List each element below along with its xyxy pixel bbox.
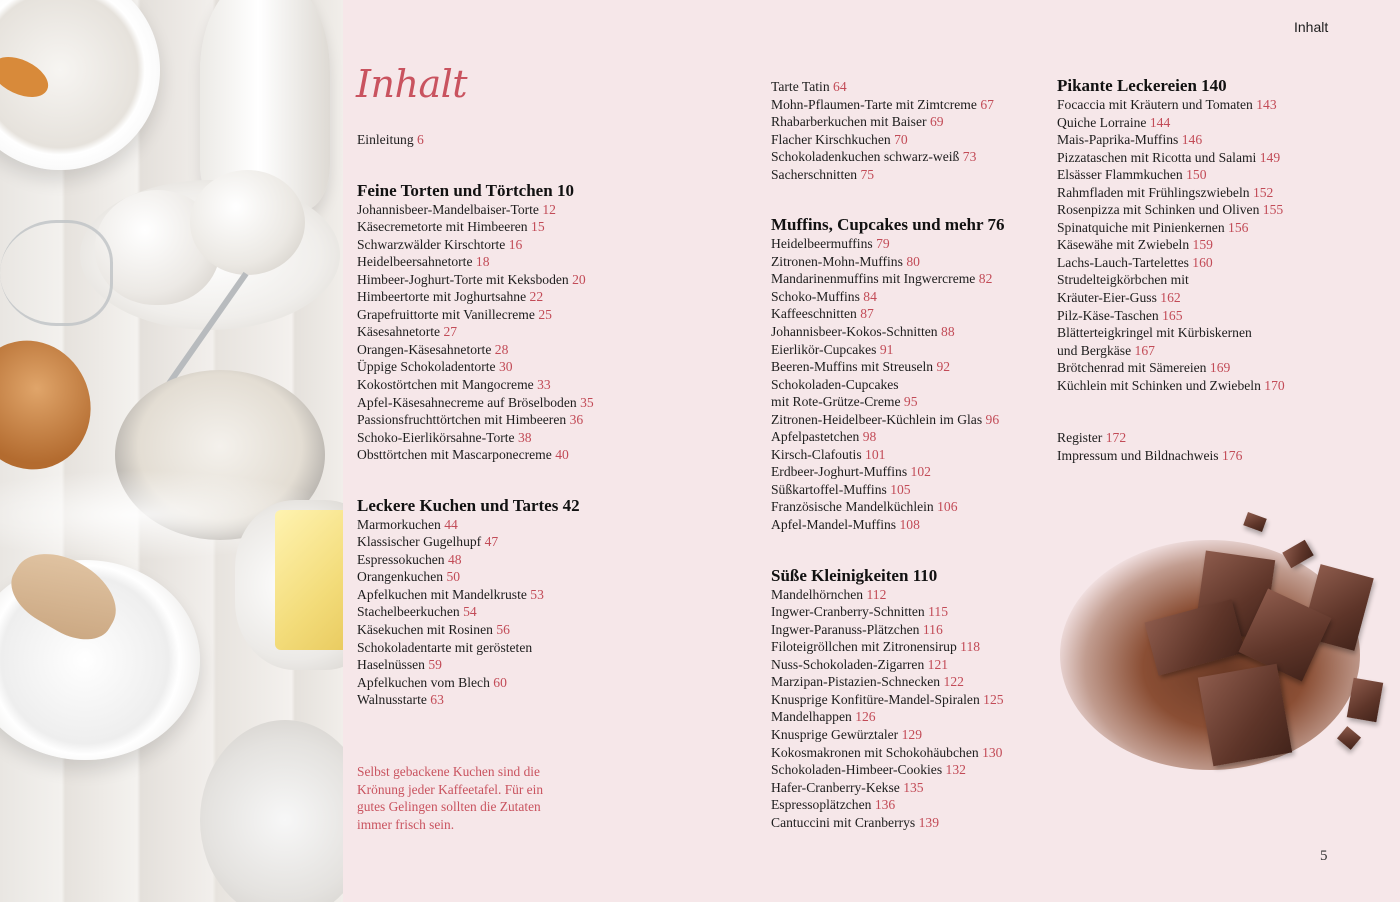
toc-entry-page: 96 [985,411,1000,427]
toc-entry-page: 121 [927,656,949,672]
toc-entry[interactable] [1057,289,1377,307]
toc-entry[interactable] [357,656,677,674]
toc-entry-label: Knusprige Konfitüre-Mandel-Spiralen [771,691,980,707]
toc-list-feine [357,201,677,464]
toc-entry-label: Marmorkuchen [357,516,441,532]
toc-entry-label: Register [1057,430,1103,446]
toc-entry-page: 30 [498,359,513,375]
toc-entry-label: Schokoladen-Himbeer-Cookies [771,762,943,778]
toc-entry[interactable] [771,744,1071,762]
toc-entry-page: 106 [937,499,958,515]
toc-entry[interactable] [771,376,1071,394]
toc-entry-einleitung[interactable]: Einleitung 6 [357,132,424,147]
toc-entry-page: 38 [518,429,532,445]
toc-entry-page: 40 [555,447,569,463]
toc-entry-label: mit Rote-Grütze-Creme [771,394,901,410]
toc-entry-label: Süßkartoffel-Muffins [771,481,887,497]
toc-entry-page: 80 [906,253,920,269]
toc-entry[interactable] [1057,219,1377,237]
toc-entry[interactable] [771,761,1071,779]
toc-entry-page: 87 [860,306,874,322]
toc-entry-page: 60 [493,674,507,690]
toc-entry-label: Apfel-Käsesahnecreme auf Bröselboden [357,394,577,410]
toc-entry-label: Rosenpizza mit Schinken und Oliven [1057,202,1260,218]
toc-entry[interactable] [357,446,677,464]
toc-entry[interactable] [1057,166,1377,184]
toc-entry-page: 146 [1181,132,1203,148]
toc-entry[interactable] [1057,342,1377,360]
toc-entry-label: Marzipan-Pistazien-Schnecken [771,674,941,690]
toc-list-pikante [1057,96,1377,394]
spacer [1057,394,1377,429]
toc-entry[interactable] [357,429,677,447]
toc-entry-page: 54 [463,604,477,620]
chocolate-piece [1198,664,1292,767]
section-heading-kuchen[interactable]: Leckere Kuchen und Tartes 42 [357,495,580,515]
toc-entry[interactable] [357,533,677,551]
toc-entry[interactable] [357,691,677,709]
toc-entry[interactable] [357,586,677,604]
toc-entry-label: Küchlein mit Schinken und Zwiebeln [1057,377,1261,393]
toc-entry-page: 139 [918,814,940,830]
toc-entry-label: Filoteigröllchen mit Zitronensirup [771,639,957,655]
toc-entry-page: 165 [1162,307,1183,323]
egg [190,170,305,275]
toc-entry[interactable] [357,358,677,376]
toc-entry-label: Beeren-Muffins mit Streuseln [771,359,934,375]
toc-entry-label: und Bergkäse [1057,342,1132,358]
toc-entry-page: 73 [962,149,977,165]
toc-entry[interactable] [771,463,1071,481]
toc-entry-page: 156 [1228,219,1249,235]
toc-entry-label: Haselnüssen [357,657,425,673]
empty-bowl [200,720,343,902]
toc-entry[interactable] [357,411,677,429]
toc-entry[interactable] [771,638,1071,656]
toc-entry-label: Kaffeeschnitten [771,306,857,322]
toc-entry-page: 36 [569,412,584,428]
toc-entry-page: 35 [580,394,594,410]
toc-entry-label: Mandelhappen [771,709,852,725]
toc-entry-label: Strudelteigkörbchen mit [1057,272,1189,288]
toc-entry-page: 130 [982,744,1003,760]
toc-entry-label: Blätterteigkringel mit Kürbiskernen [1057,325,1252,341]
toc-entry[interactable] [771,796,1071,814]
toc-entry-page: 118 [960,639,981,655]
toc-entry[interactable] [771,323,1071,341]
toc-entry[interactable] [771,305,1071,323]
toc-entry-label: Erdbeer-Joghurt-Muffins [771,464,908,480]
toc-entry[interactable] [357,306,677,324]
toc-entry-label: Ingwer-Cranberry-Schnitten [771,604,925,620]
toc-entry-page: 172 [1105,430,1127,446]
toc-entry[interactable] [771,358,1071,376]
toc-entry-page: 116 [922,621,943,637]
toc-entry-label: Ingwer-Paranuss-Plätzchen [771,621,920,637]
toc-entry-page: 112 [866,586,887,602]
toc-entry-page: 155 [1262,202,1284,218]
toc-entry-page: 48 [448,551,462,567]
toc-entry[interactable] [1057,201,1377,219]
toc-entry-page: 15 [531,219,545,235]
toc-entry[interactable] [1057,131,1377,149]
toc-entry-label: Klassischer Gugelhupf [357,534,482,550]
toc-entry[interactable] [771,270,1071,288]
toc-entry-label: Heidelbeersahnetorte [357,254,473,270]
toc-entry-label: Espressoplätzchen [771,797,872,813]
toc-entry[interactable] [771,166,1071,184]
toc-entry-page: 28 [494,341,509,357]
toc-entry-label: Lachs-Lauch-Tartelettes [1057,254,1189,270]
toc-entry-label: Käsekuchen mit Rosinen [357,622,493,638]
toc-entry-label: Johannisbeer-Kokos-Schnitten [771,324,938,340]
toc-entry[interactable] [357,201,677,219]
toc-list-kuchen-cont [771,78,1071,183]
toc-entry-label: Üppige Schokoladentorte [357,359,496,375]
baking-ingredients-photo [0,0,343,902]
toc-entry[interactable] [771,96,1071,114]
toc-entry-page: 152 [1252,184,1274,200]
toc-entry[interactable] [1057,324,1377,342]
toc-entry-label: Eierlikör-Cupcakes [771,341,877,357]
toc-entry[interactable] [357,376,677,394]
toc-entry[interactable] [1057,307,1377,325]
section-heading-suesse[interactable]: Süße Kleinigkeiten 110 [771,565,938,585]
toc-entry-label: Heidelbeermuffins [771,236,873,252]
toc-entry[interactable] [357,218,677,236]
toc-entry-label: Nuss-Schokoladen-Zigarren [771,656,925,672]
toc-list-appendix [1057,429,1377,464]
toc-entry-label: Johannisbeer-Mandelbaiser-Torte [357,201,539,217]
toc-entry-page: 18 [475,254,490,270]
toc-entry-label: Schokoladentarte mit gerösteten [357,639,533,655]
toc-entry-label: Rahmfladen mit Frühlingszwiebeln [1057,184,1250,200]
toc-entry[interactable] [771,691,1071,709]
toc-entry[interactable] [771,148,1071,166]
toc-entry-label: Zitronen-Mohn-Muffins [771,253,903,269]
toc-entry[interactable] [1057,114,1377,132]
toc-entry[interactable] [771,516,1071,534]
toc-entry[interactable] [771,78,1071,96]
toc-entry-page: 63 [430,692,444,708]
toc-entry-label: Mandarinenmuffins mit Ingwercreme [771,271,976,287]
toc-entry[interactable] [771,656,1071,674]
toc-list-muffins [771,235,1071,533]
toc-entry-label: Apfelpastetchen [771,429,860,445]
toc-entry-label: Apfelkuchen mit Mandelkruste [357,586,527,602]
toc-entry-label: Kokosmakronen mit Schokohäubchen [771,744,979,760]
toc-entry[interactable] [771,446,1071,464]
toc-entry[interactable] [771,341,1071,359]
toc-entry[interactable] [357,551,677,569]
toc-list-kuchen [357,516,677,709]
toc-entry-page: 169 [1209,360,1231,376]
toc-entry-page: 160 [1192,254,1213,270]
toc-entry-label: Himbeertorte mit Joghurtsahne [357,289,527,305]
toc-entry[interactable] [771,498,1071,516]
toc-entry-label: Tarte Tatin [771,79,830,94]
toc-entry-label: Orangen-Käsesahnetorte [357,341,492,357]
toc-entry[interactable] [357,603,677,621]
toc-entry-page: 25 [538,306,552,322]
toc-column-2 [771,78,1071,831]
toc-entry-page: 64 [833,79,847,94]
toc-entry-page: 67 [980,96,994,112]
toc-entry-page: 56 [496,622,510,638]
toc-entry[interactable] [771,779,1071,797]
toc-entry-label: Französische Mandelküchlein [771,499,934,515]
toc-entry-page: 22 [529,289,544,305]
toc-entry-label: Schoko-Muffins [771,288,860,304]
chocolate-piece [1347,678,1383,723]
toc-entry-label: Spinatquiche mit Pinienkernen [1057,219,1225,235]
toc-entry[interactable] [357,323,677,341]
toc-entry-page: 115 [928,604,949,620]
toc-entry[interactable] [771,708,1071,726]
toc-entry-page: 102 [910,464,931,480]
toc-entry-page: 101 [865,446,886,462]
toc-entry-page: 84 [863,288,877,304]
toc-column-3 [1057,76,1377,464]
toc-entry-label: Flacher Kirschkuchen [771,131,891,147]
toc-entry-page: 91 [879,341,894,357]
toc-entry-page: 108 [899,517,920,533]
toc-entry-label: Käsesahnetorte [357,324,441,340]
toc-entry-label: Brötchenrad mit Sämereien [1057,360,1207,376]
toc-entry[interactable] [771,253,1071,271]
toc-entry[interactable] [1057,429,1377,447]
toc-entry-label: Stachelbeerkuchen [357,604,460,620]
toc-entry[interactable] [357,621,677,639]
toc-entry-page: 135 [903,779,924,795]
toc-entry[interactable] [771,726,1071,744]
toc-entry-page: 143 [1256,97,1277,112]
toc-entry-page: 44 [444,516,458,532]
toc-entry[interactable] [771,621,1071,639]
toc-entry[interactable] [1057,96,1377,114]
toc-entry-label: Obsttörtchen mit Mascarponecreme [357,447,552,463]
toc-entry[interactable] [1057,447,1377,465]
toc-entry-label: Hafer-Cranberry-Kekse [771,779,900,795]
toc-entry-page: 33 [537,377,551,393]
toc-entry[interactable] [357,341,677,359]
toc-entry-label: Grapefruittorte mit Vanillecreme [357,306,535,322]
toc-entry-page: 70 [894,131,908,147]
toc-entry-page: 98 [862,429,877,445]
section-heading-muffins[interactable]: Muffins, Cupcakes und mehr 76 [771,215,1005,235]
intro-quote: Selbst gebackene Kuchen sind die Krönung jeder Kaffeetafel. Für ein gutes Gelingen sollten die Zutaten immer frisch sein. [357,764,544,832]
toc-entry[interactable] [771,393,1071,411]
butter [275,510,343,650]
toc-entry-label: Passionsfruchttörtchen mit Himbeeren [357,412,567,428]
toc-entry[interactable] [771,235,1071,253]
toc-entry-label: Käsecremetorte mit Himbeeren [357,219,528,235]
toc-entry[interactable] [357,253,677,271]
toc-entry-label: Mohn-Pflaumen-Tarte mit Zimtcreme [771,96,977,112]
toc-entry[interactable] [357,394,677,412]
toc-entry[interactable] [357,568,677,586]
toc-entry[interactable] [771,481,1071,499]
toc-entry-label: Schwarzwälder Kirschtorte [357,236,506,252]
toc-entry-page: 132 [945,762,966,778]
toc-entry[interactable] [771,113,1071,131]
toc-entry-page: 27 [443,324,458,340]
toc-entry-page: 144 [1149,114,1171,130]
toc-entry-page: 136 [874,797,896,813]
toc-entry-label: Pizzataschen mit Ricotta und Salami [1057,149,1257,165]
chocolate-piece [1243,512,1267,532]
toc-entry-label: Mais-Paprika-Muffins [1057,132,1179,148]
toc-entry-label: Elsässer Flammkuchen [1057,167,1183,183]
toc-entry-label: Impressum und Bildnachweis [1057,447,1219,463]
page-title: Inhalt [356,62,468,106]
chocolate-cocoa-photo [1040,500,1400,800]
toc-entry[interactable] [771,814,1071,832]
toc-entry-page: 82 [978,271,993,287]
toc-entry-label: Pilz-Käse-Taschen [1057,307,1159,323]
toc-entry-label: Käsewähe mit Zwiebeln [1057,237,1190,253]
toc-entry-page: 176 [1222,447,1243,463]
toc-entry[interactable] [357,674,677,692]
toc-entry-label: Kräuter-Eier-Guss [1057,290,1157,306]
toc-entry-page: 159 [1192,237,1213,253]
toc-entry-page: 53 [530,586,544,602]
toc-entry[interactable] [771,411,1071,429]
toc-entry[interactable] [1057,359,1377,377]
toc-entry-label: Himbeer-Joghurt-Torte mit Keksboden [357,271,569,287]
toc-entry-label: Apfelkuchen vom Blech [357,674,490,690]
toc-entry-label: Espressokuchen [357,551,445,567]
toc-entry[interactable] [771,586,1071,604]
toc-column-1 [357,131,677,709]
toc-entry-page: 170 [1264,377,1285,393]
toc-entry-label: Focaccia mit Kräutern und Tomaten [1057,97,1253,112]
toc-list-suesse [771,586,1071,832]
toc-entry-page: 75 [860,166,875,182]
toc-entry-page: 126 [855,709,876,725]
toc-entry-page: 50 [446,569,461,585]
toc-entry-label: Schokoladenkuchen schwarz-weiß [771,149,960,165]
toc-entry[interactable] [357,288,677,306]
toc-entry-page: 59 [428,657,442,673]
toc-entry[interactable] [771,603,1071,621]
toc-entry-label: Orangenkuchen [357,569,444,585]
toc-entry-label: Walnusstarte [357,692,427,708]
toc-entry[interactable] [771,288,1071,306]
toc-entry-label: Quiche Lorraine [1057,114,1147,130]
toc-entry-page: 20 [572,271,586,287]
toc-entry-label: Knusprige Gewürztaler [771,726,899,742]
toc-entry[interactable] [357,516,677,534]
chocolate-piece [1337,726,1361,750]
toc-entry-page: 88 [941,324,955,340]
toc-entry-page: 105 [890,481,911,497]
toc-entry-label: Schoko-Eierlikörsahne-Torte [357,429,515,445]
toc-entry-page: 12 [542,201,556,217]
toc-entry-page: 95 [903,394,918,410]
toc-entry-page: 47 [484,534,499,550]
toc-entry-label: Rhabarberkuchen mit Baiser [771,114,927,130]
toc-entry[interactable] [1057,236,1377,254]
section-heading-feine[interactable]: Feine Torten und Törtchen 10 [357,180,574,200]
toc-entry-label: Apfel-Mandel-Muffins [771,517,897,533]
toc-entry[interactable] [357,236,677,254]
toc-entry[interactable] [771,428,1071,446]
toc-entry-page: 79 [876,236,890,252]
toc-entry[interactable] [1057,184,1377,202]
toc-entry-label: Schokoladen-Cupcakes [771,376,899,392]
running-head: Inhalt [1294,19,1329,35]
toc-entry[interactable] [771,131,1071,149]
rolling-pin [0,323,109,486]
toc-entry[interactable] [1057,254,1377,272]
page-number: 5 [1320,848,1328,864]
toc-entry-label: Kokostörtchen mit Mangocreme [357,377,534,393]
toc-entry-label: Cantuccini mit Cranberrys [771,814,916,830]
toc-entry-page: 69 [929,114,944,130]
toc-entry-label: Zitronen-Heidelbeer-Küchlein im Glas [771,411,983,427]
toc-entry-page: 125 [983,691,1004,707]
toc-entry-page: 162 [1160,290,1181,306]
toc-entry-label: Sacherschnitten [771,166,858,182]
toc-entry-page: 92 [936,359,951,375]
toc-entry[interactable] [771,673,1071,691]
toc-entry-page: 149 [1259,149,1281,165]
toc-entry-page: 167 [1134,342,1155,358]
toc-entry[interactable] [1057,271,1377,289]
toc-entry-page: 150 [1186,167,1207,183]
section-heading-pikante[interactable]: Pikante Leckereien 140 [1057,76,1227,95]
whisk [0,220,113,326]
toc-entry[interactable] [1057,377,1377,395]
toc-entry[interactable] [357,639,677,657]
toc-entry-page: 129 [901,726,922,742]
toc-entry[interactable] [357,271,677,289]
toc-entry-label: Mandelhörnchen [771,586,864,602]
toc-entry-page: 16 [508,236,523,252]
toc-entry[interactable] [1057,149,1377,167]
toc-entry-label: Kirsch-Clafoutis [771,446,862,462]
toc-entry-page: 122 [943,674,964,690]
